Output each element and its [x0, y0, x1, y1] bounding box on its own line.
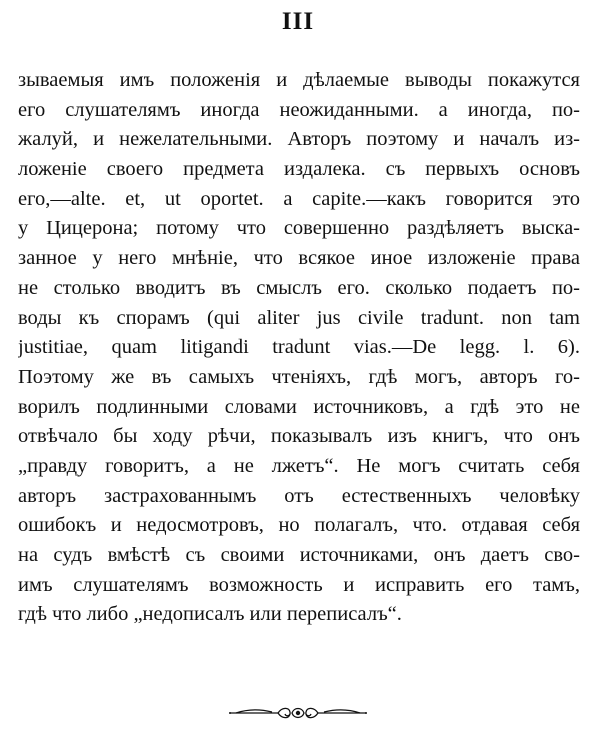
ornamental-divider-icon: [228, 704, 368, 722]
text-line: его,—alte. et, ut oportet. a capite.—какъ говорится это: [18, 187, 580, 210]
text-line: его слушателямъ иногда неожиданными. а иногда, по-: [18, 98, 580, 121]
text-line: не столько вводитъ въ смыслъ его. сколько подаетъ по-: [18, 276, 580, 299]
text-line: авторъ застрахованнымъ отъ естественныхъ человѣку: [18, 484, 580, 507]
text-line: ложеніе своего предмета издалека. съ первыхъ основъ: [18, 158, 580, 181]
text-line: воды къ спорамъ (qui aliter jus civile tradunt. non tam: [18, 306, 580, 329]
text-line: „правду говоритъ, а не лжетъ“. Не могъ считать себя: [18, 454, 580, 477]
text-line: жалуй, и нежелательными. Авторъ поэтому и началъ из-: [18, 128, 580, 151]
text-line: занное у него мнѣніе, что всякое иное изложеніе права: [18, 247, 580, 270]
body-text: [18, 66, 580, 630]
text-line: у Цицерона; потому что совершенно раздѣляетъ выска-: [18, 217, 580, 240]
text-line: Поэтому же въ самыхъ чтеніяхъ, гдѣ могъ, авторъ го-: [18, 365, 580, 388]
text-line: ошибокъ и недосмотровъ, но полагалъ, что. отдавая себя: [18, 514, 580, 537]
text-line: ворилъ подлинными словами источниковъ, а гдѣ это не: [18, 395, 580, 418]
text-line: имъ слушателямъ возможность и исправить его тамъ,: [18, 573, 580, 596]
text-line: на судъ вмѣстѣ съ своими источниками, онъ даетъ сво-: [18, 544, 580, 566]
ornament-svg: [228, 704, 368, 722]
text-line: отвѣчало бы ходу рѣчи, показывалъ изъ книгъ, что онъ: [18, 425, 580, 448]
text-line: гдѣ что либо „недописалъ или переписалъ“.: [18, 603, 402, 626]
page-number: III: [281, 8, 315, 35]
text-line: зываемыя имъ положенія и дѣлаемые выводы покажутся: [18, 69, 580, 91]
text-line: justitiae, quam litigandi tradunt vias.—De legg. l. 6).: [18, 336, 580, 359]
